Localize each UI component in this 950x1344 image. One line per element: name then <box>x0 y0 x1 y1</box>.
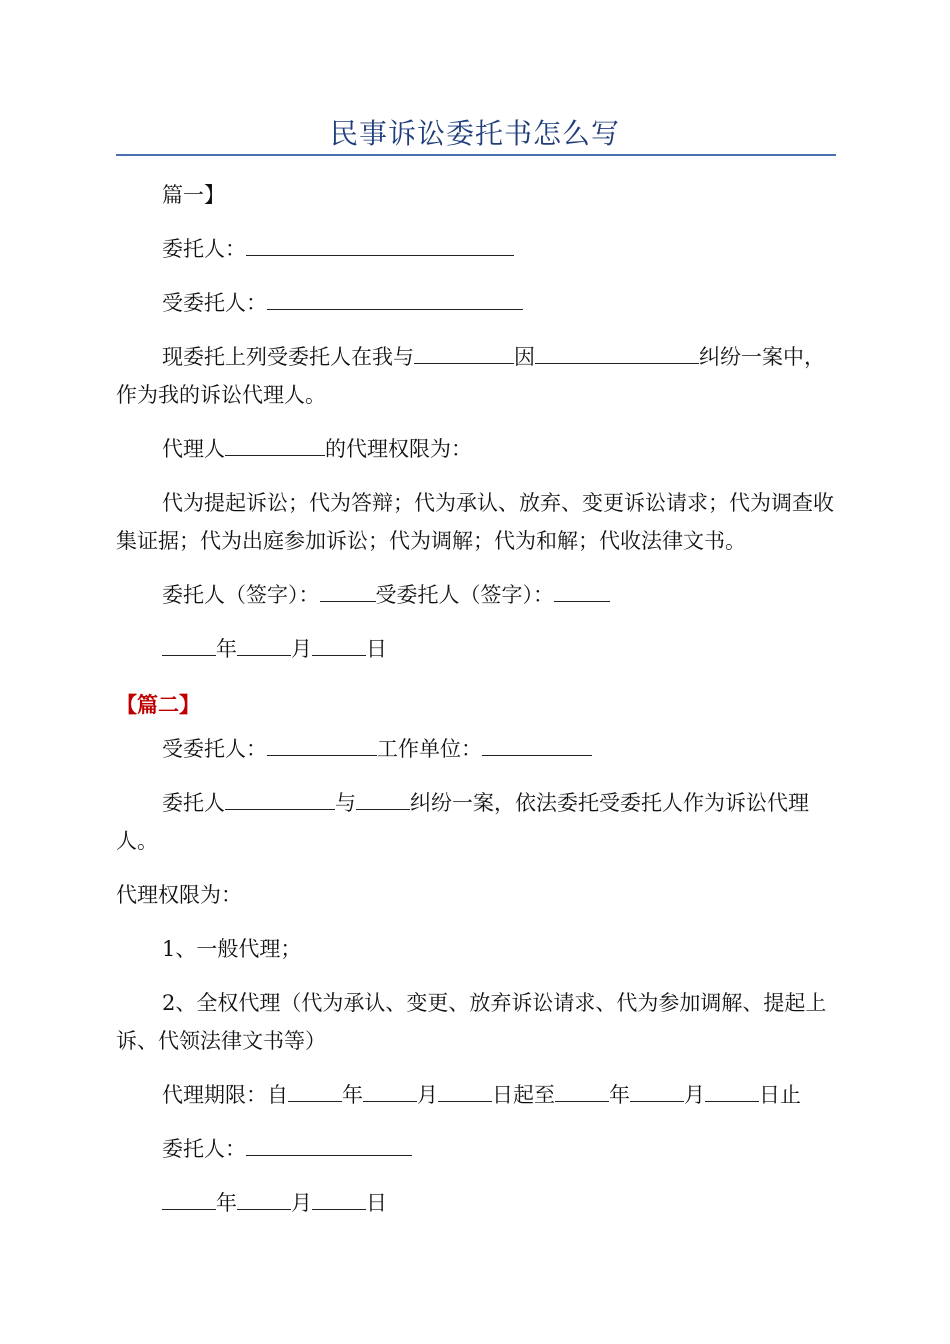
month-label: 月 <box>291 1191 312 1215</box>
sign-client-blank <box>320 579 376 602</box>
from-year-label: 年 <box>342 1083 363 1107</box>
part1-client-line <box>116 230 882 268</box>
part2-term-line <box>116 1076 882 1114</box>
day-label: 日 <box>366 1191 387 1215</box>
from-day-label: 日起至 <box>492 1083 555 1107</box>
part2-authority-label: 代理权限为： <box>116 883 242 907</box>
to-day-label: 日止 <box>759 1083 801 1107</box>
work-unit-label: 工作单位： <box>377 737 482 761</box>
term-label: 代理期限：自 <box>162 1083 288 1107</box>
year-blank <box>162 1187 216 1210</box>
year-blank <box>162 633 216 656</box>
to-month-blank <box>630 1079 684 1102</box>
to-year-blank <box>555 1079 609 1102</box>
entrust-text-a: 委托人 <box>162 791 225 815</box>
agent-name-blank <box>225 433 325 456</box>
part1-agent-line <box>116 284 882 322</box>
part1-entrust-paragraph <box>116 338 836 414</box>
agent-label: 受委托人： <box>162 737 267 761</box>
year-label: 年 <box>216 1191 237 1215</box>
document-title: 民事诉讼委托书怎么写 <box>329 117 620 150</box>
client-blank <box>246 233 514 256</box>
agent-blank <box>267 733 377 756</box>
party-blank <box>414 341 514 364</box>
client-label: 委托人： <box>162 237 246 261</box>
part2-client-line <box>116 1130 882 1168</box>
day-blank <box>312 633 366 656</box>
agent-blank <box>267 287 523 310</box>
client-label: 委托人： <box>162 1137 246 1161</box>
to-day-blank <box>705 1079 759 1102</box>
part2-agent-line <box>116 730 882 768</box>
client-blank <box>225 787 335 810</box>
part1-signature-line <box>116 576 882 614</box>
sign-agent-label: 受委托人（签字）： <box>375 583 554 607</box>
sign-client-label: 委托人（签字）： <box>162 583 320 607</box>
dispute-blank <box>535 341 699 364</box>
from-month-label: 月 <box>417 1083 438 1107</box>
entrust-text-b: 因 <box>514 345 535 369</box>
part1-heading: 篇一】 <box>162 183 225 207</box>
sign-agent-blank <box>554 579 610 602</box>
day-label: 日 <box>366 637 387 661</box>
part2-heading: 【篇二】 <box>116 692 200 717</box>
party-blank <box>356 787 410 810</box>
part2-entrust-paragraph <box>116 784 836 860</box>
day-blank <box>312 1187 366 1210</box>
month-label: 月 <box>291 637 312 661</box>
to-month-label: 月 <box>684 1083 705 1107</box>
month-blank <box>237 1187 291 1210</box>
month-blank <box>237 633 291 656</box>
agent-label: 受委托人： <box>162 291 267 315</box>
part1-authority-items: 代为提起诉讼；代为答辩；代为承认、放弃、变更诉讼请求；代为调查收集证据；代为出庭参加诉讼；代为调解；代为和解；代收法律文书。 <box>116 491 834 553</box>
part1-date-line <box>116 630 882 668</box>
from-year-blank <box>288 1079 342 1102</box>
entrust-text-b: 与 <box>335 791 356 815</box>
to-year-label: 年 <box>609 1083 630 1107</box>
authority-text-a: 代理人 <box>162 437 225 461</box>
part2-item2: 2、全权代理（代为承认、变更、放弃诉讼请求、代为参加调解、提起上诉、代领法律文书等） <box>116 991 827 1053</box>
entrust-text-c: 纠纷一案，依法委托受委托人作为诉讼代理人。 <box>116 791 809 853</box>
part1-authority-line <box>116 430 882 468</box>
authority-text-b: 的代理权限为： <box>325 437 472 461</box>
entrust-text-c: 纠纷一案中，作为我的诉讼代理人。 <box>116 345 825 407</box>
work-unit-blank <box>482 733 592 756</box>
client-blank <box>246 1133 412 1156</box>
from-day-blank <box>438 1079 492 1102</box>
part2-date-line <box>116 1184 882 1222</box>
title-underline <box>116 154 836 156</box>
entrust-text-a: 现委托上列受委托人在我与 <box>162 345 414 369</box>
from-month-blank <box>363 1079 417 1102</box>
year-label: 年 <box>216 637 237 661</box>
part2-item1: 1、一般代理； <box>162 937 302 961</box>
